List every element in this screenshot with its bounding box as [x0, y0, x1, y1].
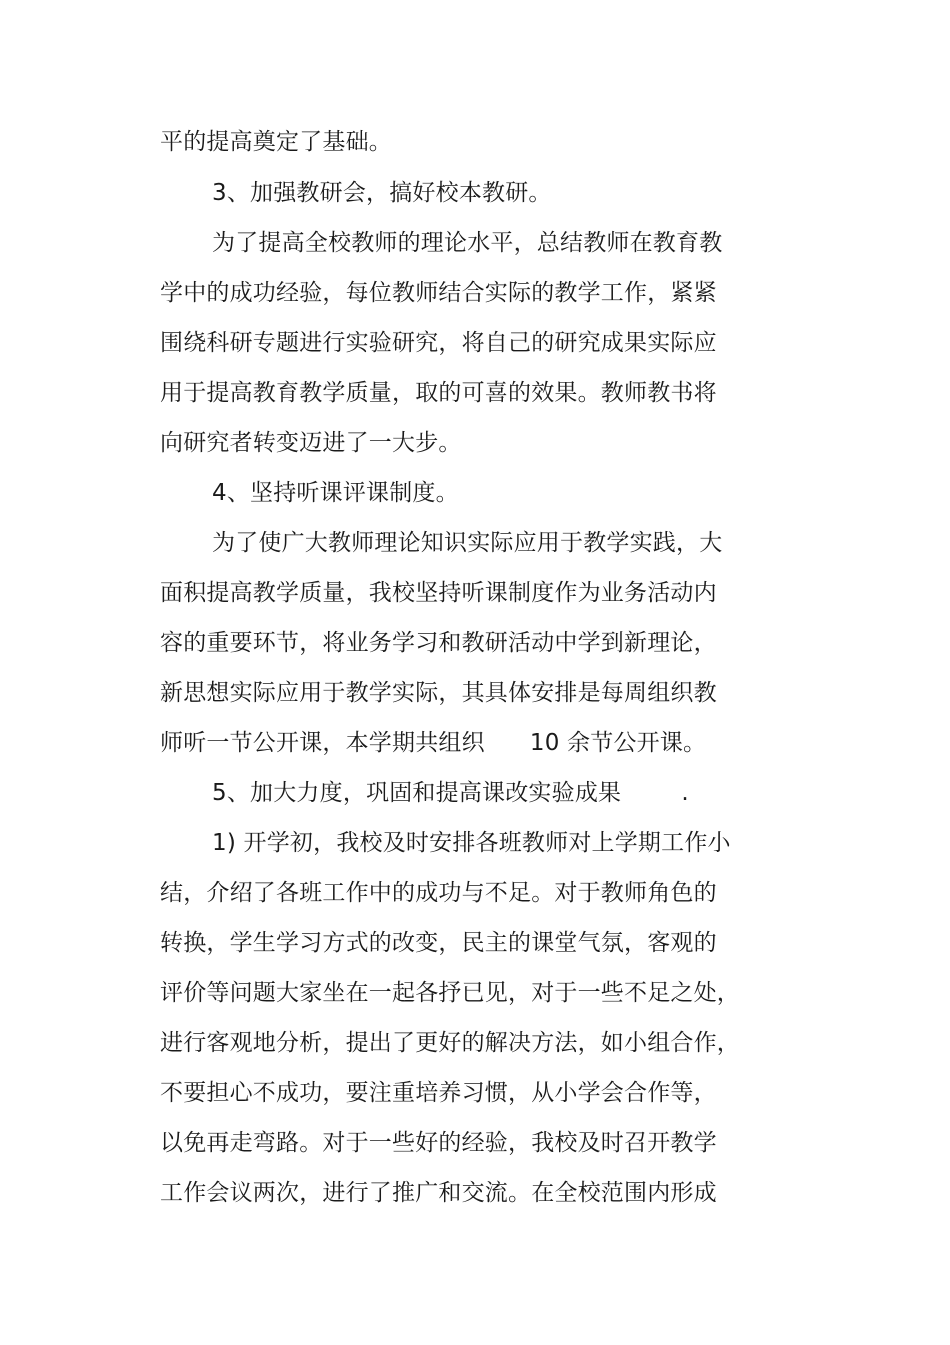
text-line: 面积提高教学质量，我校坚持听课制度作为业务活动内 [160, 580, 717, 606]
text-line: 评价等问题大家坐在一起各抒已见，对于一些不足之处， [160, 980, 740, 1006]
text-line: 新思想实际应用于教学实际，其具体安排是每周组织教 [160, 680, 717, 706]
text-line: 结，介绍了各班工作中的成功与不足。对于教师角色的 [160, 880, 717, 906]
section-heading: 5、加大力度，巩固和提高课改实验成果 . [212, 780, 689, 806]
text-line: 为了使广大教师理论知识实际应用于教学实践，大 [212, 530, 723, 556]
text-line: 平的提高奠定了基础。 [160, 129, 392, 155]
text-line: 师听一节公开课，本学期共组织 10 余节公开课。 [160, 730, 707, 756]
text-line: 为了提高全校教师的理论水平，总结教师在教育教 [212, 230, 723, 256]
text-line: 围绕科研专题进行实验研究，将自己的研究成果实际应 [160, 330, 717, 356]
section-heading: 3、加强教研会，搞好校本教研。 [212, 180, 552, 206]
text-line: 用于提高教育教学质量，取的可喜的效果。教师教书将 [160, 380, 717, 406]
text-line: 进行客观地分析，提出了更好的解决方法，如小组合作， [160, 1030, 740, 1056]
text-line: 工作会议两次，进行了推广和交流。在全校范围内形成 [160, 1180, 717, 1206]
text-line: 转换，学生学习方式的改变，民主的课堂气氛，客观的 [160, 930, 717, 956]
text-line: 不要担心不成功，要注重培养习惯，从小学会合作等， [160, 1080, 717, 1106]
text-line: 1) 开学初，我校及时安排各班教师对上学期工作小 [212, 830, 731, 856]
section-heading: 4、坚持听课评课制度。 [212, 480, 459, 506]
text-line: 以免再走弯路。对于一些好的经验，我校及时召开教学 [160, 1130, 717, 1156]
text-line: 容的重要环节，将业务学习和教研活动中学到新理论， [160, 630, 717, 656]
text-line: 学中的成功经验，每位教师结合实际的教学工作，紧紧 [160, 280, 717, 306]
text-line: 向研究者转变迈进了一大步。 [160, 430, 462, 456]
